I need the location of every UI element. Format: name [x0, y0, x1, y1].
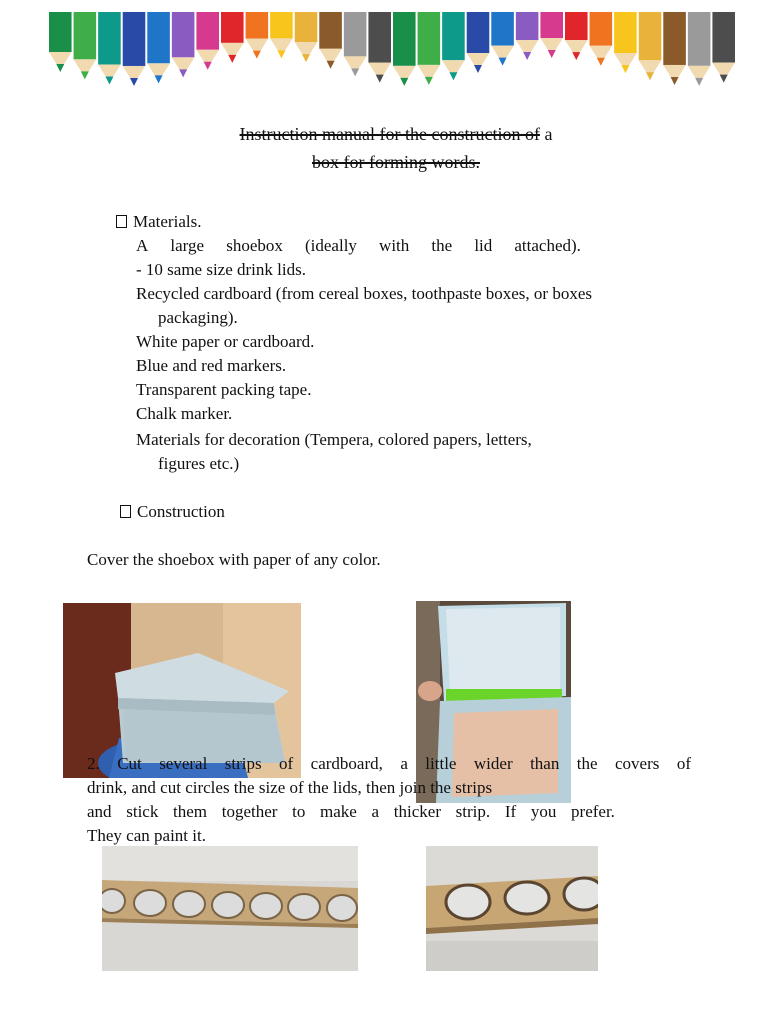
- pencils-illustration: [48, 12, 736, 108]
- materials-item-7: Chalk marker.: [136, 404, 233, 423]
- construction-heading: [120, 500, 225, 524]
- pencil-icon: [49, 12, 72, 72]
- title-line-1-struck-text: Instruction manual for the construction of: [239, 124, 540, 144]
- pencil-icon: [639, 12, 662, 80]
- title-line-2: [120, 148, 672, 176]
- pencil-icon: [418, 12, 441, 85]
- pencil-icon: [712, 12, 735, 83]
- construction-step-2-line-1: 2. Cut several strips of cardboard, a little wider than the covers of: [87, 754, 691, 773]
- pencil-icon: [221, 12, 244, 63]
- pencil-icon: [98, 12, 121, 84]
- title-line-1-plain-text: a: [539, 124, 553, 144]
- materials-heading: [116, 210, 201, 234]
- pencil-icon: [368, 12, 391, 83]
- checkbox-bullet-icon: [120, 505, 131, 518]
- pencil-icon: [565, 12, 588, 60]
- pencil-icon: [516, 12, 539, 60]
- materials-heading-text: Materials.: [133, 212, 202, 231]
- construction-step-2-line-4: They can paint it.: [87, 826, 206, 845]
- construction-heading-text: Construction: [137, 502, 225, 521]
- materials-item-4: White paper or cardboard.: [136, 332, 315, 351]
- pencil-icon: [319, 12, 342, 69]
- title-line-2-struck-text: box for forming words.: [312, 152, 480, 172]
- materials-item-3-cont: packaging).: [158, 308, 238, 327]
- pencil-icon: [393, 12, 416, 86]
- pencil-icon: [590, 12, 613, 66]
- pencil-icon: [344, 12, 367, 76]
- checkbox-bullet-icon: [116, 215, 127, 228]
- cardboard-strip-closeup-photo: [426, 846, 598, 971]
- construction-step-1: Cover the shoebox with paper of any color.: [87, 550, 381, 569]
- materials-item-5: Blue and red markers.: [136, 356, 287, 375]
- materials-item-8-cont: figures etc.): [158, 454, 240, 473]
- pencil-icon: [295, 12, 318, 62]
- title-line-1: [120, 120, 672, 148]
- construction-step-2-line-2: drink, and cut circles the size of the lids, then join the strips: [87, 778, 493, 797]
- pencil-icon: [540, 12, 563, 58]
- pencil-icon: [172, 12, 195, 77]
- materials-item-8: Materials for decoration (Tempera, colored papers, letters,: [136, 430, 532, 449]
- pencil-icon: [147, 12, 170, 83]
- pencil-icon: [491, 12, 514, 66]
- materials-item-6: Transparent packing tape.: [136, 380, 312, 399]
- pencil-icon: [614, 12, 637, 73]
- construction-step-2-line-3: and stick them together to make a thicker strip. If you prefer.: [87, 802, 615, 821]
- pencil-icon: [442, 12, 465, 80]
- pencil-icon: [123, 12, 146, 86]
- pencil-icon: [663, 12, 686, 85]
- pencil-icon: [196, 12, 219, 70]
- pencil-icon: [467, 12, 490, 73]
- pencil-icon: [270, 12, 293, 58]
- materials-item-1: A large shoebox (ideally with the lid attached).: [136, 236, 581, 255]
- page-title: [120, 120, 672, 176]
- pencil-icon: [74, 12, 97, 79]
- pencil-icon: [688, 12, 711, 86]
- materials-item-2: - 10 same size drink lids.: [136, 260, 306, 279]
- materials-item-3: Recycled cardboard (from cereal boxes, toothpaste boxes, or boxes: [136, 284, 592, 303]
- pencil-icon: [246, 12, 269, 59]
- colored-pencils-banner: [48, 12, 736, 108]
- cardboard-strip-photo: [102, 846, 358, 971]
